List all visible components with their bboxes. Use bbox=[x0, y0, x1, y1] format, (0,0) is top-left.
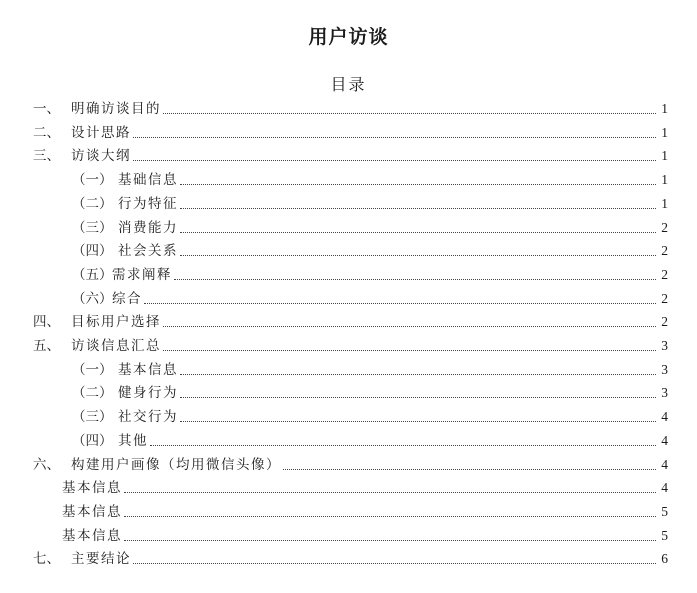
toc-page-number: 2 bbox=[661, 219, 668, 235]
toc-entry[interactable] bbox=[33, 545, 668, 568]
toc-page-number: 2 bbox=[661, 290, 668, 306]
toc-entry[interactable] bbox=[62, 522, 668, 545]
toc-number: 四、 bbox=[33, 314, 60, 331]
toc-page-number: 4 bbox=[661, 409, 668, 425]
toc-number: （二） bbox=[72, 385, 113, 402]
toc-leader-dots bbox=[133, 137, 656, 138]
toc-leader-dots bbox=[163, 350, 656, 351]
toc-leader-dots bbox=[180, 374, 656, 375]
toc-label: 社会关系 bbox=[118, 243, 178, 260]
toc-entry[interactable] bbox=[72, 261, 668, 284]
toc-number: （三） bbox=[72, 409, 113, 426]
toc-number: （四） bbox=[72, 243, 113, 260]
toc-page-number: 3 bbox=[661, 385, 668, 401]
toc-leader-dots bbox=[180, 208, 656, 209]
toc-label: 基本信息 bbox=[62, 480, 122, 497]
toc-leader-dots bbox=[124, 540, 656, 541]
toc-number: 七、 bbox=[33, 551, 60, 568]
toc-entry[interactable] bbox=[72, 237, 668, 260]
toc-number: 二、 bbox=[33, 124, 60, 141]
toc-leader-dots bbox=[180, 184, 656, 185]
toc-entry[interactable] bbox=[33, 142, 668, 165]
toc-entry[interactable] bbox=[33, 308, 668, 331]
toc-label: 设计思路 bbox=[71, 124, 131, 141]
toc-label: 目标用户选择 bbox=[71, 314, 161, 331]
toc-page-number: 3 bbox=[661, 338, 668, 353]
toc-label: 社交行为 bbox=[118, 409, 178, 426]
toc-label: 需求阐释 bbox=[112, 266, 172, 283]
toc-page-number: 1 bbox=[661, 148, 668, 164]
toc-entry[interactable] bbox=[62, 498, 668, 521]
toc-leader-dots bbox=[144, 303, 656, 304]
toc-entry[interactable] bbox=[33, 451, 668, 474]
toc-number: （六） bbox=[72, 290, 113, 307]
toc-page-number: 2 bbox=[661, 314, 668, 330]
toc-page-number: 6 bbox=[661, 551, 668, 567]
toc-number: （一） bbox=[72, 172, 113, 189]
toc-number: （一） bbox=[72, 361, 113, 378]
toc-label: 主要结论 bbox=[71, 551, 131, 568]
toc-page-number: 2 bbox=[661, 243, 668, 259]
toc-leader-dots bbox=[180, 421, 656, 422]
toc-entry[interactable] bbox=[72, 379, 668, 402]
toc-leader-dots bbox=[150, 445, 656, 446]
toc-heading: 目录 bbox=[330, 75, 367, 94]
toc-leader-dots bbox=[163, 113, 656, 114]
toc-page-number: 1 bbox=[661, 124, 668, 140]
toc-leader-dots bbox=[283, 469, 656, 470]
toc-entry[interactable] bbox=[72, 285, 668, 308]
toc-label: 基本信息 bbox=[62, 503, 122, 520]
toc-page-number: 4 bbox=[661, 432, 668, 448]
toc-page-number: 1 bbox=[661, 172, 668, 188]
toc-leader-dots bbox=[124, 516, 656, 517]
toc-number: 五、 bbox=[33, 338, 60, 354]
toc-leader-dots bbox=[180, 397, 656, 398]
toc-page-number: 4 bbox=[661, 480, 668, 496]
toc-leader-dots bbox=[180, 255, 656, 256]
toc-label: 基本信息 bbox=[118, 361, 178, 378]
toc-entry[interactable] bbox=[72, 427, 668, 450]
document-title: 用户访谈 bbox=[308, 26, 389, 48]
toc-entry[interactable] bbox=[33, 332, 668, 355]
toc-entry[interactable] bbox=[72, 166, 668, 189]
toc-leader-dots bbox=[174, 279, 656, 280]
toc-leader-dots bbox=[133, 160, 656, 161]
toc-page-number: 5 bbox=[661, 527, 668, 543]
toc-number: （三） bbox=[72, 219, 113, 236]
toc-page-number: 1 bbox=[661, 101, 668, 116]
toc-number: 三、 bbox=[33, 148, 60, 165]
toc-page-number: 3 bbox=[661, 361, 668, 377]
toc-leader-dots bbox=[124, 492, 656, 493]
toc-number: （四） bbox=[72, 432, 113, 449]
toc-leader-dots bbox=[133, 563, 656, 564]
toc-label: 基本信息 bbox=[62, 527, 122, 544]
toc-number: （二） bbox=[72, 195, 113, 212]
toc-entry[interactable] bbox=[72, 356, 668, 379]
toc-label: 明确访谈目的 bbox=[71, 101, 161, 117]
toc-label: 消费能力 bbox=[118, 219, 178, 236]
toc-page-number: 1 bbox=[661, 195, 668, 211]
toc-number: 六、 bbox=[33, 456, 60, 473]
toc-label: 访谈大纲 bbox=[71, 148, 131, 165]
toc-entry[interactable] bbox=[33, 95, 668, 118]
toc-entry[interactable] bbox=[62, 474, 668, 497]
toc-entry[interactable] bbox=[33, 119, 668, 142]
toc-label: 行为特征 bbox=[118, 195, 178, 212]
toc-label: 综合 bbox=[112, 290, 142, 307]
toc-label: 其他 bbox=[118, 432, 148, 449]
toc-leader-dots bbox=[180, 232, 656, 233]
toc-number: （五） bbox=[72, 266, 113, 283]
toc-page-number: 4 bbox=[661, 456, 668, 472]
toc-page-number: 5 bbox=[661, 503, 668, 519]
toc-label: 基础信息 bbox=[118, 172, 178, 189]
toc-label: 访谈信息汇总 bbox=[71, 338, 161, 354]
toc-entry[interactable] bbox=[72, 190, 668, 213]
toc-number: 一、 bbox=[33, 101, 60, 117]
toc-label: 构建用户画像（均用微信头像） bbox=[71, 456, 281, 473]
toc-entry[interactable] bbox=[72, 403, 668, 426]
toc-label: 健身行为 bbox=[118, 385, 178, 402]
toc-entry[interactable] bbox=[72, 214, 668, 237]
toc-leader-dots bbox=[163, 326, 656, 327]
toc-page-number: 2 bbox=[661, 266, 668, 282]
